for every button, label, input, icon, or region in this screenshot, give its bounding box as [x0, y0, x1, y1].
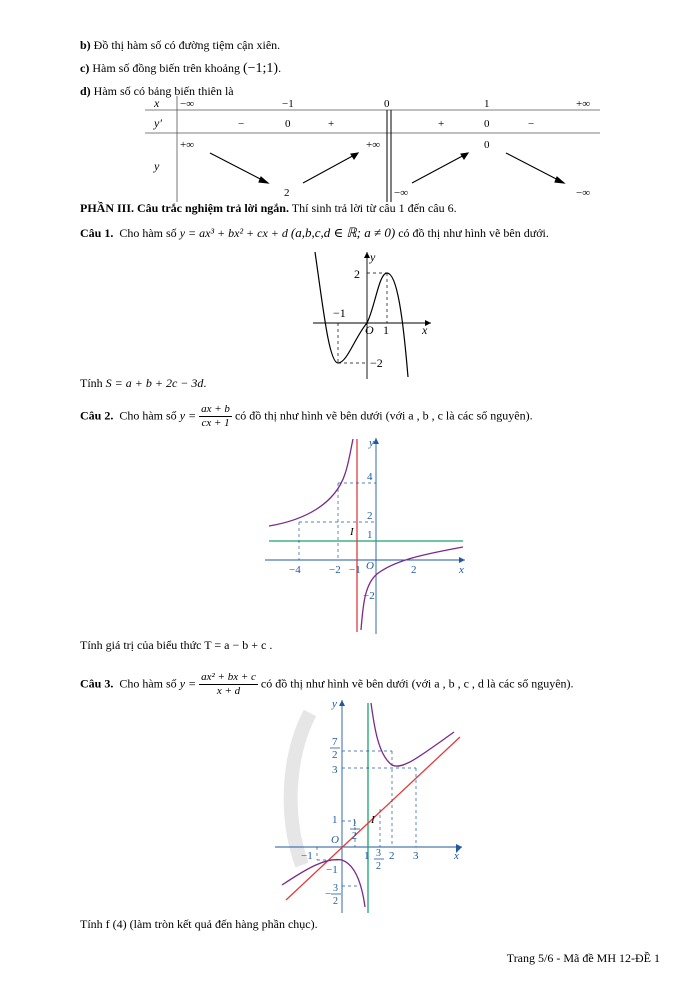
q2-statement: Câu 2. Cho hàm số y = $\frac{ax + b}{cx + 1}$ có đồ thị như hình vẽ bên dưới (với a , b , c là các số nguyên).	[80, 403, 533, 429]
table-y-label: y	[154, 159, 160, 173]
q2-x-label: x	[459, 564, 464, 576]
yp-sign-1: −	[238, 118, 245, 130]
yp-zero-1: 0	[285, 118, 291, 130]
q2-fraction	[199, 403, 232, 430]
q2-label-2x: 2	[411, 564, 417, 576]
item-b	[80, 38, 280, 53]
q2-label-neg1: −1	[349, 564, 361, 576]
q3-y-label: y	[332, 698, 337, 710]
q2-origin: O	[366, 560, 374, 572]
q3-frac-num: ax² + bx + c	[201, 671, 256, 683]
q1-label-neg1: −1	[333, 306, 346, 320]
q2-graph	[265, 434, 470, 634]
yp-sign-4: −	[528, 118, 535, 130]
q2-label-neg2: −2	[329, 564, 341, 576]
q3-text-after: có đồ thị như hình vẽ bên dưới (với a , b , c , d là các số nguyên).	[260, 676, 574, 691]
part3-instruction: Thí sinh trả lời từ câu 1 đến câu 6.	[291, 201, 457, 215]
q3-minus: −	[325, 888, 332, 900]
y-neg-inf-2: −∞	[576, 187, 591, 199]
q2-y-label: y	[369, 437, 374, 449]
q3-label: Câu 3.	[80, 676, 114, 691]
q3-threehalf-den: 2	[376, 861, 381, 872]
q3-label-1x: 1	[364, 850, 370, 862]
q1-text-before: Cho hàm số	[119, 226, 177, 240]
x-neg-one: −1	[282, 98, 294, 110]
item-c-end: .	[278, 61, 282, 75]
q3-negthree-num: 3	[333, 883, 338, 894]
q3-frac-den: x + d	[216, 685, 241, 697]
item-b-label: b)	[80, 38, 91, 52]
q1-condition: (a,b,c,d ∈ ℝ; a ≠ 0)	[290, 225, 396, 240]
y-neg-inf-1: −∞	[394, 187, 409, 199]
x-one: 1	[484, 98, 490, 110]
x-neg-inf: −∞	[180, 98, 195, 110]
q3-label-neg1y: −1	[326, 864, 338, 876]
q3-label-I: I	[371, 814, 375, 826]
q3-label-neg1: −1	[301, 850, 313, 862]
table-x-label: x	[154, 96, 160, 110]
y-pos-inf-2: +∞	[366, 139, 381, 151]
q3-question: Tính f (4) (làm tròn kết quả đến hàng phần chục).	[80, 917, 318, 931]
y-two: 2	[284, 187, 290, 199]
q2-text-after: có đồ thị như hình vẽ bên dưới (với a , b , c là các số nguyên).	[234, 408, 533, 423]
q1-ask-formula: S = a + b + 2c − 3d	[105, 376, 204, 390]
page-footer: Trang 5/6 - Mã đề MH 12-ĐỀ 1	[506, 951, 660, 965]
q3-label-2x: 2	[389, 850, 395, 862]
q1-label-1: 1	[383, 323, 389, 337]
x-zero: 0	[384, 98, 390, 110]
item-b-text: Đồ thị hàm số có đường tiệm cận xiên.	[93, 38, 281, 52]
q3-label-three: 3	[332, 764, 338, 776]
item-c	[80, 61, 281, 77]
q2-label: Câu 2.	[80, 408, 114, 423]
variation-table	[140, 96, 610, 202]
q3-origin: O	[331, 834, 339, 846]
q1-ask-end: .	[203, 376, 207, 390]
q2-label-4: 4	[367, 471, 373, 483]
q3-x-label: x	[454, 850, 459, 862]
q2-frac-den: cx + 1	[201, 417, 230, 429]
q3-statement: Câu 3. Cho hàm số y = $\frac{\text{ax² + bx + c}}{x + d}$ có đồ thị như hình vẽ bên dưới (với a , b , c , d là các số nguyên).	[80, 671, 574, 697]
q2-frac-num: ax + b	[201, 403, 230, 415]
item-d-label: d)	[80, 84, 91, 98]
q3-half-num: 1	[352, 818, 357, 829]
q3-label-seven: 7	[332, 736, 338, 748]
yp-sign-2: +	[328, 118, 335, 130]
q1-label-2: 2	[354, 267, 360, 281]
q2-label-neg2y: −2	[363, 590, 375, 602]
q2-label-2: 2	[367, 510, 373, 522]
q2-text-before: Cho hàm số	[119, 408, 177, 423]
q3-negthree-den: 2	[333, 896, 338, 907]
q1-label-neg2: −2	[370, 356, 383, 370]
q2-question: Tính giá trị của biểu thức T = a − b + c .	[80, 638, 273, 652]
q1-formula: y = ax³ + bx² + cx + d	[179, 226, 288, 240]
q1-statement	[80, 225, 549, 241]
x-pos-inf: +∞	[576, 98, 591, 110]
yp-zero-2: 0	[484, 118, 490, 130]
q2-label-1: 1	[367, 529, 373, 541]
q1-ask-prefix: Tính	[80, 376, 103, 390]
q3-graph	[270, 695, 470, 915]
q3-text-before: Cho hàm số	[119, 676, 177, 691]
q3-half-den: 2	[352, 831, 357, 842]
item-d-text: Hàm số có bảng biến thiên là	[93, 84, 234, 98]
y-pos-inf-1: +∞	[180, 139, 195, 151]
q1-label: Câu 1.	[80, 226, 114, 240]
part3-heading	[80, 201, 457, 216]
q3-fraction	[199, 671, 258, 698]
item-c-label: c)	[80, 61, 90, 75]
q3-label-3x: 3	[413, 850, 419, 862]
q2-label-neg4: −4	[289, 564, 301, 576]
q1-graph	[305, 247, 435, 382]
item-c-text: Hàm số đồng biến trên khoảng	[92, 61, 240, 75]
q1-origin: O	[365, 323, 374, 337]
table-yp-label: y′	[154, 116, 162, 130]
y-zero: 0	[484, 139, 490, 151]
part3-title: PHẦN III. Câu trắc nghiệm trả lời ngắn.	[80, 201, 289, 215]
q1-question	[80, 376, 206, 391]
watermark-arc	[291, 713, 310, 865]
q2-label-I: I	[350, 526, 354, 538]
q1-x-label: x	[422, 323, 428, 337]
q1-text-after: có đồ thị như hình vẽ bên dưới.	[398, 226, 549, 240]
item-c-interval: (−1;1)	[242, 61, 279, 76]
q1-y-label: y	[370, 250, 376, 264]
q3-label-two-a: 2	[332, 749, 338, 761]
q3-label-one: 1	[332, 814, 338, 826]
q3-threehalf-num: 3	[376, 848, 381, 859]
yp-sign-3: +	[438, 118, 445, 130]
